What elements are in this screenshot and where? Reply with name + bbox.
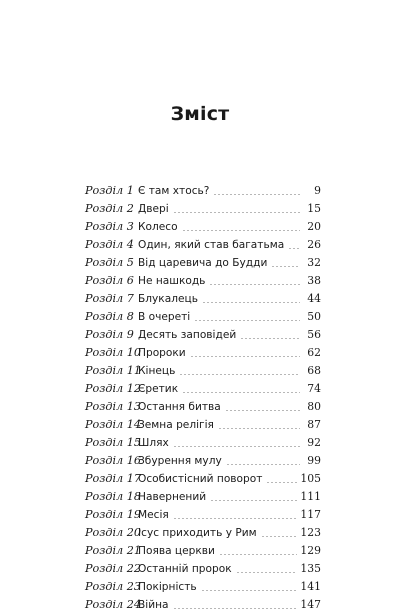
toc-entry (85, 380, 321, 398)
dot-leader (288, 248, 300, 249)
toc-entry (85, 290, 321, 308)
toc-entry (85, 200, 321, 218)
chapter-label: Розділ 13 (85, 400, 141, 413)
chapter-label: Розділ 10 (85, 346, 141, 359)
toc-entry (85, 434, 321, 452)
dot-leader (261, 536, 298, 537)
chapter-title: Пророки (138, 347, 186, 359)
chapter-title: Десять заповідей (138, 329, 237, 341)
chapter-label: Розділ 14 (85, 418, 141, 431)
chapter-title: Навернений (138, 491, 207, 503)
chapter-label: Розділ 3 (85, 220, 134, 233)
page-number: 38 (307, 274, 321, 287)
dot-leader (219, 554, 297, 555)
toc-entry (85, 236, 321, 254)
chapter-title: Земна релігія (138, 419, 214, 431)
page-number: 44 (307, 292, 321, 305)
dot-leader (210, 500, 297, 501)
chapter-title: Від царевича до Будди (138, 257, 268, 269)
page-number: 92 (307, 436, 321, 449)
chapter-title: Є там хтось? (138, 185, 210, 197)
chapter-label: Розділ 11 (85, 364, 141, 377)
page-number: 87 (307, 418, 321, 431)
page-number: 80 (307, 400, 321, 413)
chapter-label: Розділ 15 (85, 436, 141, 449)
dot-leader (236, 572, 298, 573)
page-number: 129 (300, 544, 321, 557)
chapter-label: Розділ 19 (85, 508, 141, 521)
toc-entry (85, 506, 321, 524)
dot-leader (225, 410, 300, 411)
toc-entry (85, 344, 321, 362)
page-title: Зміст (170, 103, 230, 125)
chapter-title: Збурення мулу (138, 455, 222, 467)
dot-leader (209, 284, 300, 285)
chapter-title: Поява церкви (138, 545, 215, 557)
toc-entry (85, 326, 321, 344)
dot-leader (266, 482, 297, 483)
page-number: 105 (300, 472, 321, 485)
page-number: 123 (300, 526, 321, 539)
page-number: 117 (300, 508, 321, 521)
dot-leader (271, 266, 300, 267)
toc-entry (85, 488, 321, 506)
chapter-title: Особистісний поворот (138, 473, 263, 485)
chapter-title: Покірність (138, 581, 197, 593)
chapter-title: Війна (138, 599, 169, 611)
chapter-title: Останній пророк (138, 563, 232, 575)
chapter-label: Розділ 4 (85, 238, 134, 251)
toc-entry (85, 524, 321, 542)
chapter-title: В очереті (138, 311, 191, 323)
page-number: 15 (307, 202, 321, 215)
page-number: 74 (307, 382, 321, 395)
chapter-title: Остання битва (138, 401, 221, 413)
toc-entry (85, 542, 321, 560)
dot-leader (202, 302, 300, 303)
toc-entry (85, 398, 321, 416)
chapter-title: Не нашкодь (138, 275, 206, 287)
chapter-label: Розділ 5 (85, 256, 134, 269)
chapter-label: Розділ 23 (85, 580, 141, 593)
toc-entry (85, 308, 321, 326)
toc-entry (85, 218, 321, 236)
chapter-label: Розділ 24 (85, 598, 141, 611)
page-number: 26 (307, 238, 321, 251)
toc-entry (85, 362, 321, 380)
toc-entry (85, 452, 321, 470)
chapter-title: Двері (138, 203, 169, 215)
page-number: 56 (307, 328, 321, 341)
chapter-label: Розділ 22 (85, 562, 141, 575)
toc-entry (85, 416, 321, 434)
chapter-label: Розділ 20 (85, 526, 141, 539)
dot-leader (213, 194, 300, 195)
page-number: 111 (300, 490, 321, 503)
dot-leader (194, 320, 300, 321)
chapter-label: Розділ 16 (85, 454, 141, 467)
chapter-label: Розділ 17 (85, 472, 141, 485)
chapter-title: Блукалець (138, 293, 198, 305)
chapter-label: Розділ 1 (85, 184, 134, 197)
page-number: 62 (307, 346, 321, 359)
dot-leader (190, 356, 300, 357)
page-number: 68 (307, 364, 321, 377)
dot-leader (179, 374, 300, 375)
page-number: 147 (300, 598, 321, 611)
dot-leader (201, 590, 298, 591)
chapter-title: Колесо (138, 221, 178, 233)
page-number: 141 (300, 580, 321, 593)
page-number: 50 (307, 310, 321, 323)
chapter-title: Кінець (138, 365, 176, 377)
dot-leader (173, 518, 298, 519)
chapter-label: Розділ 8 (85, 310, 134, 323)
chapter-label: Розділ 6 (85, 274, 134, 287)
toc-entry (85, 560, 321, 578)
toc-entry (85, 272, 321, 290)
dot-leader (182, 392, 300, 393)
toc-entry (85, 596, 321, 614)
chapter-title: Месія (138, 509, 169, 521)
page-number: 20 (307, 220, 321, 233)
chapter-label: Розділ 7 (85, 292, 134, 305)
page-number: 32 (307, 256, 321, 269)
toc-entry (85, 182, 321, 200)
dot-leader (218, 428, 300, 429)
chapter-label: Розділ 2 (85, 202, 134, 215)
table-of-contents (85, 182, 321, 614)
chapter-label: Розділ 18 (85, 490, 141, 503)
dot-leader (173, 446, 300, 447)
chapter-title: Ісус приходить у Рим (138, 527, 257, 539)
dot-leader (240, 338, 300, 339)
dot-leader (173, 608, 298, 609)
dot-leader (173, 212, 300, 213)
page-number: 9 (314, 184, 321, 197)
page-number: 99 (307, 454, 321, 467)
chapter-label: Розділ 9 (85, 328, 134, 341)
toc-entry (85, 254, 321, 272)
toc-entry (85, 470, 321, 488)
page-number: 135 (300, 562, 321, 575)
chapter-title: Шлях (138, 437, 169, 449)
dot-leader (182, 230, 300, 231)
chapter-title: Один, який став багатьма (138, 239, 285, 251)
chapter-label: Розділ 12 (85, 382, 141, 395)
dot-leader (226, 464, 300, 465)
chapter-title: Єретик (138, 383, 179, 395)
toc-entry (85, 578, 321, 596)
chapter-label: Розділ 21 (85, 544, 141, 557)
